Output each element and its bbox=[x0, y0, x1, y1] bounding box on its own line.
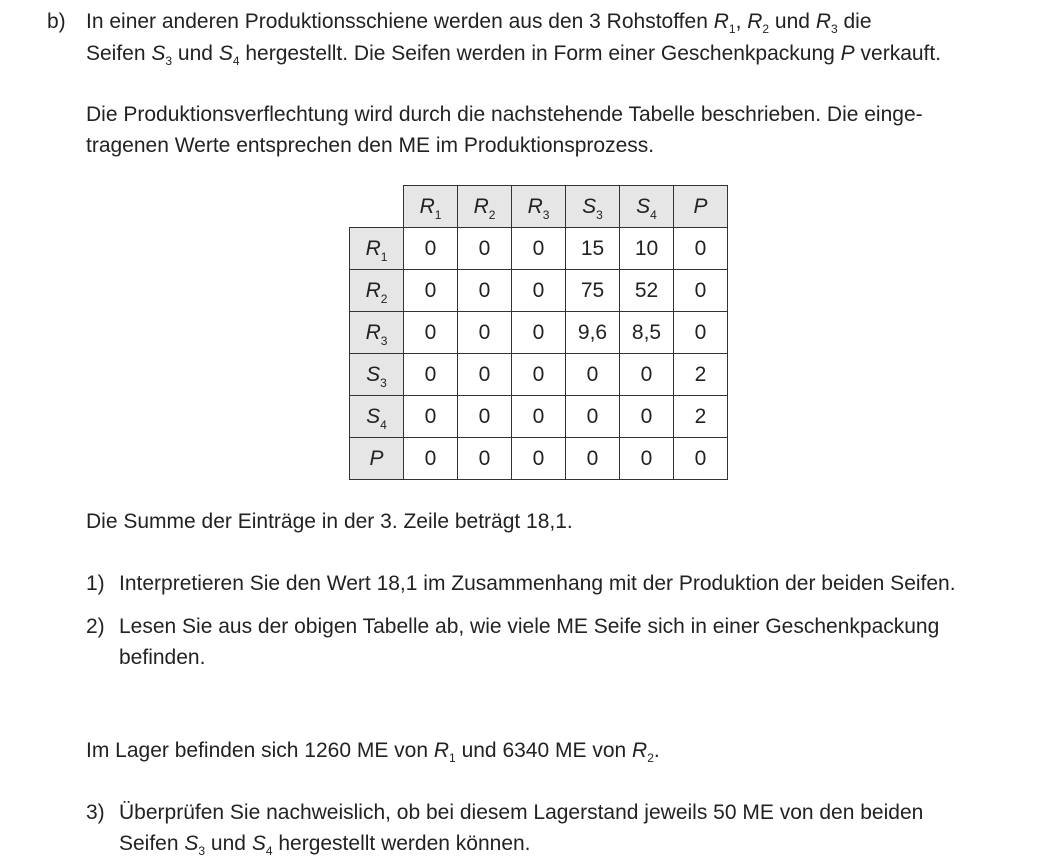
sum-statement: Die Summe der Einträge in der 3. Zeile beträgt 18,1. bbox=[86, 510, 573, 533]
table-cell: 0 bbox=[512, 228, 566, 270]
row-header: P bbox=[350, 438, 404, 480]
production-table bbox=[349, 185, 728, 480]
row-header: $S_3$ bbox=[350, 354, 404, 396]
table-cell: 0 bbox=[566, 396, 620, 438]
column-header: $R_1$ bbox=[404, 186, 458, 228]
table-row bbox=[350, 228, 728, 270]
table-row bbox=[350, 312, 728, 354]
description-line-2: tragenen Werte entsprechen den ME im Produktionsprozess. bbox=[86, 134, 655, 157]
table-cell: 0 bbox=[458, 354, 512, 396]
table-cell: 0 bbox=[512, 438, 566, 480]
table-cell: 8,5 bbox=[620, 312, 674, 354]
table-row bbox=[350, 396, 728, 438]
task-1-text: Interpretieren Sie den Wert 18,1 im Zusammenhang mit der Produktion der beiden Seifen. bbox=[119, 572, 956, 595]
table-row bbox=[350, 438, 728, 480]
table-cell: 0 bbox=[404, 396, 458, 438]
column-header: P bbox=[674, 186, 728, 228]
table-cell: 0 bbox=[566, 354, 620, 396]
table-cell: 0 bbox=[674, 312, 728, 354]
table-cell: 0 bbox=[458, 438, 512, 480]
table-cell: 0 bbox=[674, 438, 728, 480]
table-row bbox=[350, 270, 728, 312]
table-cell: 0 bbox=[620, 396, 674, 438]
description-line-1: Die Produktionsverflechtung wird durch die nachstehende Tabelle beschrieben. Die einge- bbox=[86, 103, 923, 126]
task-2-line-2: befinden. bbox=[119, 646, 206, 669]
table-cell: 0 bbox=[674, 228, 728, 270]
table-cell: 15 bbox=[566, 228, 620, 270]
table-cell: 0 bbox=[566, 438, 620, 480]
table-cell: 0 bbox=[404, 270, 458, 312]
column-header: $S_4$ bbox=[620, 186, 674, 228]
row-header: $R_2$ bbox=[350, 270, 404, 312]
table-cell: 0 bbox=[458, 228, 512, 270]
task-2-line-1: Lesen Sie aus der obigen Tabelle ab, wie viele ME Seife sich in einer Geschenkpackung bbox=[119, 615, 940, 638]
table-cell: 9,6 bbox=[566, 312, 620, 354]
table-cell: 0 bbox=[404, 312, 458, 354]
column-header: $R_2$ bbox=[458, 186, 512, 228]
table-cell: 52 bbox=[620, 270, 674, 312]
task-3-line-2: Seifen $S_3$ und $S_4$ hergestellt werden können. bbox=[119, 832, 531, 858]
table-cell: 0 bbox=[512, 270, 566, 312]
task-1-number: 1) bbox=[86, 572, 105, 595]
table-cell: 0 bbox=[674, 270, 728, 312]
row-header: $S_4$ bbox=[350, 396, 404, 438]
table-cell: 0 bbox=[512, 396, 566, 438]
row-header: $R_1$ bbox=[350, 228, 404, 270]
table-cell: 0 bbox=[404, 228, 458, 270]
table-cell: 0 bbox=[620, 354, 674, 396]
intro-line-1: In einer anderen Produktionsschiene werden aus den 3 Rohstoffen $R_1$, $R_2$ und $R_3$ die bbox=[86, 10, 872, 36]
table-cell: 0 bbox=[512, 312, 566, 354]
intro-line-2: Seifen $S_3$ und $S_4$ hergestellt. Die Seifen werden in Form einer Geschenkpackung P verkauft. bbox=[86, 42, 942, 68]
table-cell: 0 bbox=[404, 438, 458, 480]
table-cell: 0 bbox=[458, 396, 512, 438]
task-3-line-1: Überprüfen Sie nachweislich, ob bei diesem Lagerstand jeweils 50 ME von den beiden bbox=[119, 801, 924, 824]
table-row bbox=[350, 354, 728, 396]
table-cell: 10 bbox=[620, 228, 674, 270]
task-2-number: 2) bbox=[86, 615, 105, 638]
table-cell: 0 bbox=[512, 354, 566, 396]
stock-statement: Im Lager befinden sich 1260 ME von $R_1$ und 6340 ME von $R_2$. bbox=[86, 739, 660, 765]
task-3-number: 3) bbox=[86, 801, 105, 824]
table-cell: 75 bbox=[566, 270, 620, 312]
table-cell: 0 bbox=[404, 354, 458, 396]
column-header: $R_3$ bbox=[512, 186, 566, 228]
task-label: b) bbox=[47, 10, 66, 33]
table-cell: 0 bbox=[458, 312, 512, 354]
row-header: $R_3$ bbox=[350, 312, 404, 354]
table-cell: 2 bbox=[674, 354, 728, 396]
table-cell: 0 bbox=[458, 270, 512, 312]
table-cell: 2 bbox=[674, 396, 728, 438]
table-corner bbox=[350, 186, 404, 228]
table-cell: 0 bbox=[620, 438, 674, 480]
column-header: $S_3$ bbox=[566, 186, 620, 228]
